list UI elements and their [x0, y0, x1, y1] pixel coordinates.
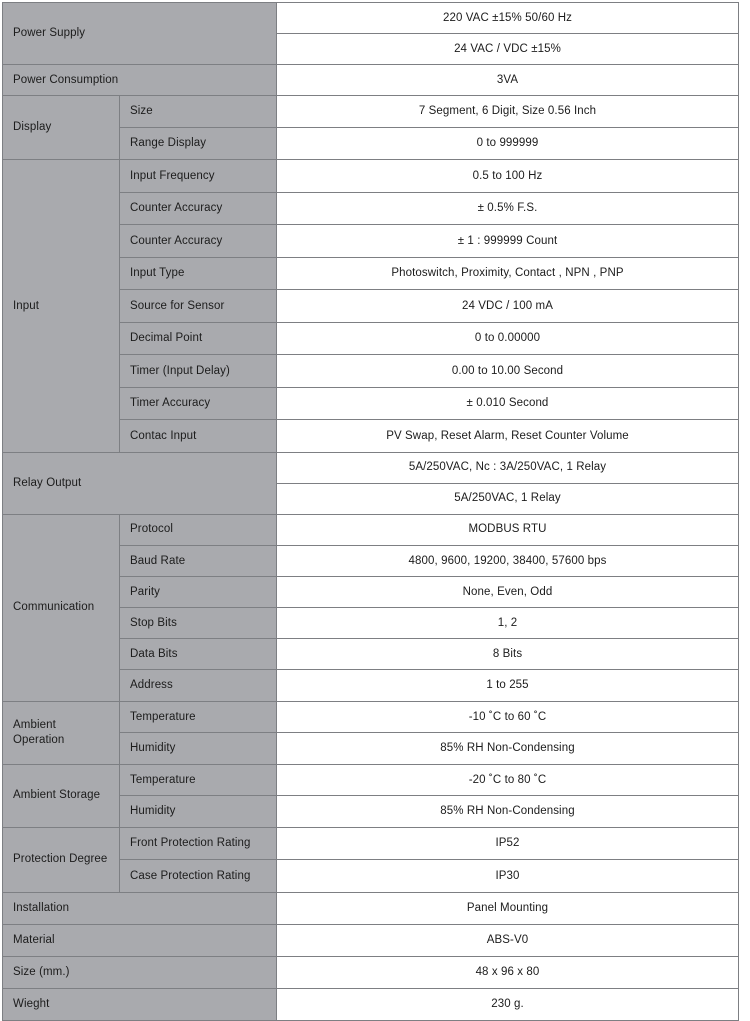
- value-input-input-type-4: Photoswitch, Proximity, Contact , NPN , PNP: [277, 257, 739, 290]
- specification-table-body: [3, 3, 739, 1021]
- table-row: [3, 827, 739, 860]
- value-communication-stop-bits-4: 1, 2: [277, 608, 739, 639]
- table-row: [3, 452, 739, 483]
- value-relay-output-1: 5A/250VAC, Nc : 3A/250VAC, 1 Relay: [277, 452, 739, 483]
- group-label-material: Material: [3, 924, 277, 956]
- value-communication-address-6: 1 to 255: [277, 670, 739, 701]
- parameter-label-ambient-operation-temperature-1: Temperature: [120, 701, 277, 733]
- group-label-communication: Communication: [3, 514, 120, 701]
- value-input-input-frequency-1: 0.5 to 100 Hz: [277, 160, 739, 193]
- parameter-label-input-contac-input-9: Contac Input: [120, 420, 277, 453]
- value-input-contac-input-9: PV Swap, Reset Alarm, Reset Counter Volume: [277, 420, 739, 453]
- parameter-label-display-size-1: Size: [120, 96, 277, 128]
- value-power-supply-1: 220 VAC ±15% 50/60 Hz: [277, 3, 739, 34]
- value-input-timer-input-delay-7: 0.00 to 10.00 Second: [277, 355, 739, 388]
- value-wieght: 230 g.: [277, 988, 739, 1020]
- parameter-label-communication-parity-3: Parity: [120, 576, 277, 607]
- value-input-counter-accuracy-3: ± 1 : 999999 Count: [277, 225, 739, 258]
- parameter-label-display-range-display-2: Range Display: [120, 128, 277, 160]
- value-input-counter-accuracy-2: ± 0.5% F.S.: [277, 192, 739, 225]
- parameter-label-input-counter-accuracy-3: Counter Accuracy: [120, 225, 277, 258]
- value-communication-baud-rate-2: 4800, 9600, 19200, 38400, 57600 bps: [277, 545, 739, 576]
- parameter-label-input-input-frequency-1: Input Frequency: [120, 160, 277, 193]
- value-ambient-operation-temperature-1: -10 ˚C to 60 ˚C: [277, 701, 739, 733]
- value-installation: Panel Mounting: [277, 892, 739, 924]
- parameter-label-input-source-for-sensor-5: Source for Sensor: [120, 290, 277, 323]
- table-row: [3, 892, 739, 924]
- specification-table: [2, 2, 739, 1021]
- table-row: [3, 160, 739, 193]
- parameter-label-protection-degree-case-protection-rating-2: Case Protection Rating: [120, 860, 277, 893]
- parameter-label-communication-address-6: Address: [120, 670, 277, 701]
- parameter-label-communication-data-bits-5: Data Bits: [120, 639, 277, 670]
- parameter-label-communication-stop-bits-4: Stop Bits: [120, 608, 277, 639]
- value-size-mm: 48 x 96 x 80: [277, 956, 739, 988]
- value-relay-output-2: 5A/250VAC, 1 Relay: [277, 483, 739, 514]
- value-communication-parity-3: None, Even, Odd: [277, 576, 739, 607]
- table-row: [3, 924, 739, 956]
- parameter-label-communication-baud-rate-2: Baud Rate: [120, 545, 277, 576]
- parameter-label-ambient-storage-humidity-2: Humidity: [120, 796, 277, 828]
- value-input-source-for-sensor-5: 24 VDC / 100 mA: [277, 290, 739, 323]
- group-label-ambient-operation: Ambient Operation: [3, 701, 120, 764]
- parameter-label-ambient-operation-humidity-2: Humidity: [120, 733, 277, 765]
- parameter-label-input-timer-input-delay-7: Timer (Input Delay): [120, 355, 277, 388]
- table-row: [3, 96, 739, 128]
- table-row: [3, 3, 739, 34]
- parameter-label-protection-degree-front-protection-rating-1: Front Protection Rating: [120, 827, 277, 860]
- group-label-input: Input: [3, 160, 120, 453]
- value-ambient-operation-humidity-2: 85% RH Non-Condensing: [277, 733, 739, 765]
- parameter-label-input-decimal-point-6: Decimal Point: [120, 322, 277, 355]
- group-label-display: Display: [3, 96, 120, 160]
- table-row: [3, 764, 739, 796]
- value-power-supply-2: 24 VAC / VDC ±15%: [277, 34, 739, 65]
- group-label-relay-output: Relay Output: [3, 452, 277, 514]
- table-row: [3, 514, 739, 545]
- parameter-label-ambient-storage-temperature-1: Temperature: [120, 764, 277, 796]
- value-input-timer-accuracy-8: ± 0.010 Second: [277, 387, 739, 420]
- table-row: [3, 988, 739, 1020]
- value-display-size-1: 7 Segment, 6 Digit, Size 0.56 Inch: [277, 96, 739, 128]
- value-communication-protocol-1: MODBUS RTU: [277, 514, 739, 545]
- group-label-power-consumption: Power Consumption: [3, 65, 277, 96]
- table-row: [3, 956, 739, 988]
- group-label-installation: Installation: [3, 892, 277, 924]
- table-row: [3, 65, 739, 96]
- group-label-ambient-storage: Ambient Storage: [3, 764, 120, 827]
- parameter-label-input-input-type-4: Input Type: [120, 257, 277, 290]
- value-input-decimal-point-6: 0 to 0.00000: [277, 322, 739, 355]
- group-label-protection-degree: Protection Degree: [3, 827, 120, 892]
- table-row: [3, 701, 739, 733]
- value-display-range-display-2: 0 to 999999: [277, 128, 739, 160]
- group-label-wieght: Wieght: [3, 988, 277, 1020]
- group-label-power-supply: Power Supply: [3, 3, 277, 65]
- value-protection-degree-front-protection-rating-1: IP52: [277, 827, 739, 860]
- parameter-label-input-counter-accuracy-2: Counter Accuracy: [120, 192, 277, 225]
- group-label-size-mm: Size (mm.): [3, 956, 277, 988]
- parameter-label-communication-protocol-1: Protocol: [120, 514, 277, 545]
- value-ambient-storage-humidity-2: 85% RH Non-Condensing: [277, 796, 739, 828]
- value-material: ABS-V0: [277, 924, 739, 956]
- parameter-label-input-timer-accuracy-8: Timer Accuracy: [120, 387, 277, 420]
- value-power-consumption: 3VA: [277, 65, 739, 96]
- value-communication-data-bits-5: 8 Bits: [277, 639, 739, 670]
- value-ambient-storage-temperature-1: -20 ˚C to 80 ˚C: [277, 764, 739, 796]
- value-protection-degree-case-protection-rating-2: IP30: [277, 860, 739, 893]
